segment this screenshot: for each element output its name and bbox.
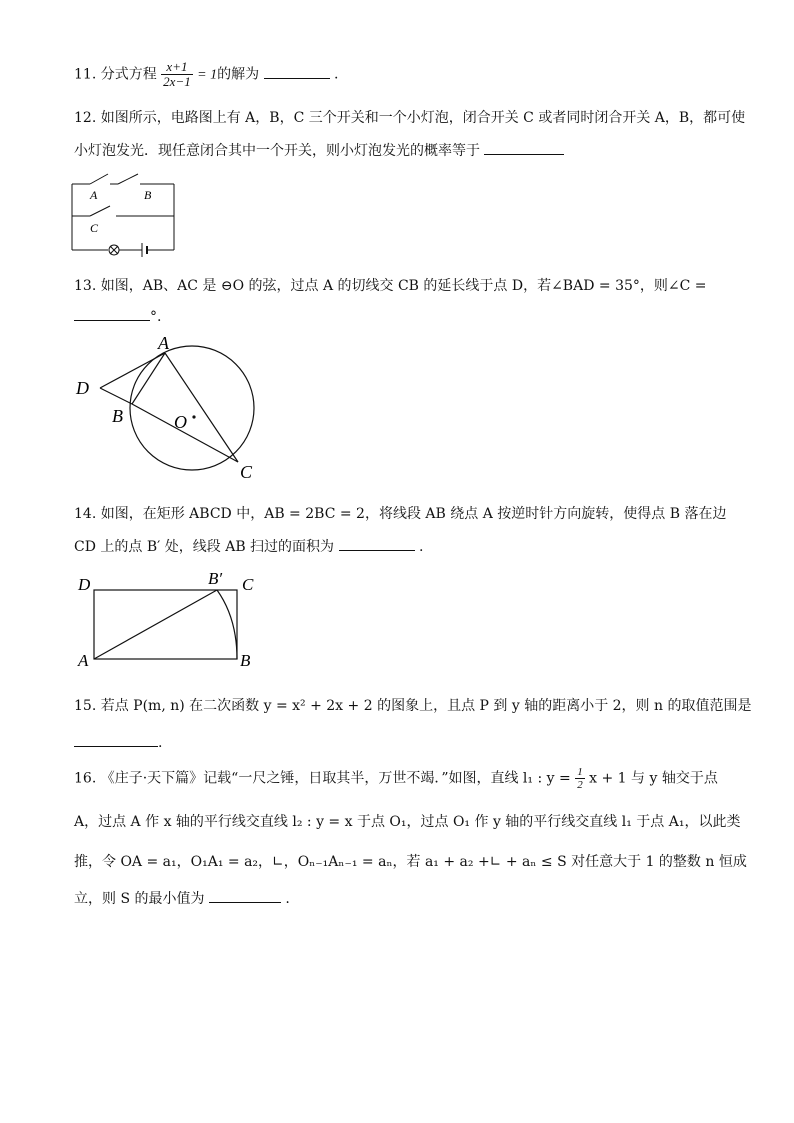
q15-line1: 15. 若点 P(m, n) 在二次函数 y = x² + 2x + 2 的图象上，且点 P 到 y 轴的距离小于 2，则 n 的取值范围是 [74,698,752,714]
q16-answer-blank[interactable] [209,888,281,903]
question-14-line2 [74,536,423,557]
question-16-line4 [74,888,290,909]
q11-answer-blank[interactable] [264,64,330,79]
q14-label-a: A [78,651,89,670]
question-11 [74,60,338,89]
q13-label-d: D [76,378,89,398]
q11-suffix: 的解为 [217,66,260,83]
q13-center-dot [192,415,195,418]
q13-circle-figure [70,334,270,484]
q13-answer-blank[interactable] [74,306,150,321]
question-15-line2 [74,732,162,753]
q11-end: . [334,66,339,83]
q16-line4-text: 立，则 S 的最小值为 [74,891,205,907]
q13-line1: 13. 如图，AB、AC 是 ⊖O 的弦，过点 A 的切线交 CB 的延长线于点 D，若∠BAD = 35°，则∠C = [74,278,707,294]
q14-answer-blank[interactable] [339,536,415,551]
q13-line2-end: °. [150,309,162,325]
question-13-line2 [74,306,161,327]
q12-label-b: B [144,188,152,202]
q14-label-b: B [240,651,251,670]
q16-frac-num: 1 [577,766,583,778]
q11-numerator: x+1 [161,60,193,75]
q11-denominator: 2x−1 [163,74,191,89]
q15-line2-end: . [158,735,163,751]
q16-line2: A，过点 A 作 x 轴的平行线交直线 l₂ : y = x 于点 O₁，过点 O₁ 作 y 轴的平行线交直线 l₁ 于点 A₁，以此类 [74,814,741,830]
q12-answer-blank[interactable] [484,140,564,155]
q14-label-c: C [242,575,254,594]
q11-equals: = 1 [197,67,218,83]
q13-label-c: C [240,462,253,482]
q11-fraction [161,60,193,89]
q14-label-bprime: B′ [208,569,223,588]
q12-label-a: A [90,188,98,202]
q12-line2-text: 小灯泡发光．现任意闭合其中一个开关，则小灯泡发光的概率等于 [74,143,480,159]
q14-line1: 14. 如图，在矩形 ABCD 中，AB = 2BC = 2，将线段 AB 绕点 A 按逆时针方向旋转，使得点 B 落在边 [74,506,727,522]
q13-label-a: A [158,334,169,353]
q16-frac-den: 2 [577,779,583,791]
q14-rectangle-figure [74,568,264,672]
q16-line1-text: 16. 《庄子·天下篇》记载“一尺之锤，日取其半，万世不竭．”如图，直线 l₁ : y = [74,770,571,787]
q15-answer-blank[interactable] [74,732,158,747]
q14-line2-end: . [418,539,424,555]
q16-line4-end: . [285,891,290,907]
q12-label-c: C [90,221,99,235]
q12-circuit-figure [70,172,180,258]
q13-label-b: B [112,406,123,426]
q12-line1: 12. 如图所示，电路图上有 A，B，C 三个开关和一个小灯泡，闭合开关 C 或者同时闭合开关 A，B，都可使 [74,110,746,126]
q14-label-d: D [78,575,91,594]
q13-label-o: O [174,412,187,432]
q14-line2-text: CD 上的点 B′ 处，线段 AB 扫过的面积为 [74,539,335,555]
q11-prefix: 11. 分式方程 [74,66,157,83]
question-12-line2 [74,140,564,161]
q16-line3: 推，令 OA = a₁，O₁A₁ = a₂，∟，Oₙ₋₁Aₙ₋₁ = aₙ，若 a₁ + a₂ +∟ + aₙ ≤ S 对任意大于 1 的整数 n 恒成 [74,854,747,870]
q16-line1-post: x + 1 与 y 轴交于点 [589,770,718,787]
question-16-line1 [74,766,718,791]
q16-fraction [575,766,585,791]
